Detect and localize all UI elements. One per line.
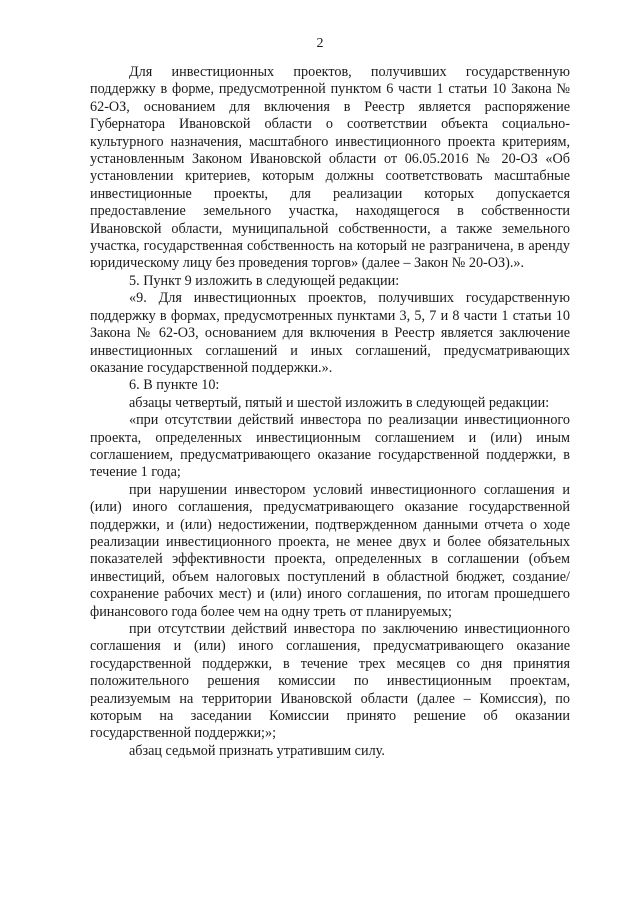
paragraph-item-5: 5. Пункт 9 изложить в следующей редакции:: [129, 272, 400, 289]
paragraph-seventh-invalid: абзац седьмой признать утратившим силу.: [129, 742, 385, 759]
paragraph-item-9-text: «9. Для инвестиционных проектов, получивших государственную поддержку в формах, предусмотренных пунктами 3, 5, 7 и 8 части 1 статьи 10 Закона № 62-ОЗ, основанием для включения в Реестр является заключение инвестиционных соглашений и иных соглашений, предусматривающих оказание государственной поддержки.».: [90, 290, 570, 376]
paragraph-violation-conditions: при нарушении инвестором условий инвестиционного соглашения и (или) иного соглашения, предусматривающего оказание государственной поддержки, и (или) недостижении, подтвержденном данными отчета о ходе реализации инвестиционного проекта, не менее двух и более обязательных показателей эффективности проекта, определенных в соглашении (объем инвестиций, объем налоговых поступлений в областной бюджет, создание/сохранение рабочих мест) и (или) иного соглашения, по итогам прошедшего финансового года более чем на одну треть от планируемых;: [90, 481, 570, 620]
paragraph-investment-projects-form: Для инвестиционных проектов, получивших государственную поддержку в форме, предусмотренной пунктом 6 части 1 статьи 10 Закона № 62-ОЗ, основанием для включения в Реестр является распоряжение Губернатора Ивановской области о соответствии объекта социально-культурного назначения, масштабного инвестиционного проекта критериям, установленным Законом Ивановской области от 06.05.2016 № 20-ОЗ «Об установлении критериев, которым должны соответствовать масштабные инвестиционные проекты, для реализации которых допускается предоставление земельного участка, находящегося в собственности Ивановской области, муниципальной собственности, а также земельного участка, государственная собственность на который не разграничена, в аренду юридическому лицу без проведения торгов» (далее – Закон № 20-ОЗ).».: [90, 64, 570, 272]
paragraph-abzacy-intro: абзацы четвертый, пятый и шестой изложить в следующей редакции:: [129, 394, 550, 411]
page-number: 2: [316, 36, 324, 51]
document-body: [90, 64, 570, 760]
paragraph-no-investor-actions: «при отсутствии действий инвестора по реализации инвестиционного проекта, определенных инвестиционным соглашением и (или) иным соглашением, предусматривающего оказание государственной поддержки, в течение 1 года;: [90, 412, 570, 481]
paragraph-item-6: 6. В пункте 10:: [129, 377, 220, 394]
paragraph-no-agreement-actions: при отсутствии действий инвестора по заключению инвестиционного соглашения и (или) иного соглашения, предусматривающего оказание государственной поддержки, в течение трех месяцев со дня принятия положительного решения комиссии по инвестиционным проектам, реализуемым на территории Ивановской области (далее – Комиссия), по которым на заседании Комиссии принято решение об оказании государственной поддержки;»;: [90, 621, 570, 742]
